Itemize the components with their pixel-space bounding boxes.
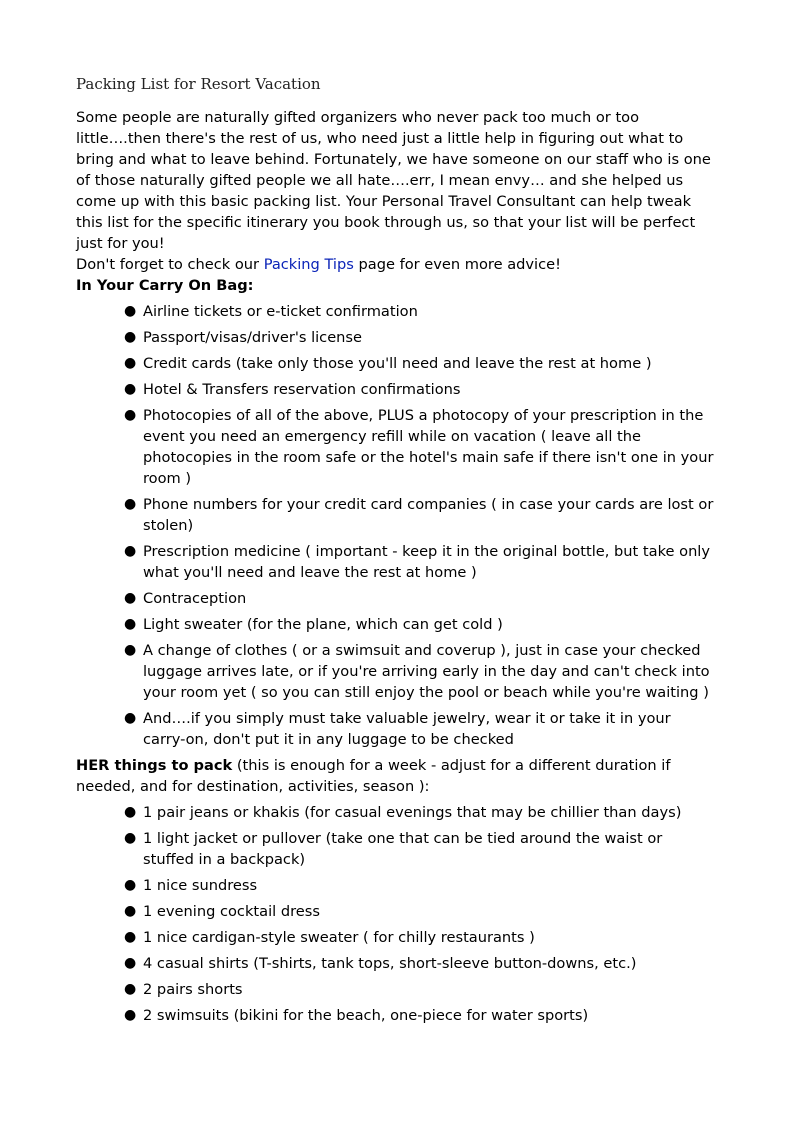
bullet-icon: ● [124, 955, 137, 971]
list-item-text: Phone numbers for your credit card companies ( in case your cards are lost or stolen) [143, 496, 714, 534]
bullet-icon: ● [124, 929, 137, 945]
list-item [76, 979, 716, 1000]
bullet-icon: ● [124, 981, 137, 997]
tips-text-after: page for even more advice! [353, 256, 561, 273]
list-item-text: 2 pairs shorts [143, 981, 243, 998]
bullet-icon: ● [124, 877, 137, 893]
bullet-icon: ● [124, 642, 137, 658]
list-item-text: 1 nice sundress [143, 877, 258, 894]
carry-on-list [76, 301, 716, 750]
list-item-text: And….if you simply must take valuable jewelry, wear it or take it in your carry-on, don't put it in any luggage to be checked [143, 710, 671, 748]
list-item [76, 405, 716, 489]
list-item-text: A change of clothes ( or a swimsuit and coverup ), just in case your checked luggage arrives late, or if you're arriving early in the day and can't check into your room yet ( so you can still enjoy the pool or beach while you're waiting ) [143, 642, 710, 701]
bullet-icon: ● [124, 1007, 137, 1023]
list-item [76, 802, 716, 823]
bullet-icon: ● [124, 496, 137, 512]
list-item-text: Credit cards (take only those you'll need and leave the rest at home ) [143, 355, 652, 372]
intro-paragraph: Some people are naturally gifted organizers who never pack too much or too little….then there's the rest of us, who need just a little help in figuring out what to bring and what to leave behind. Fortunately, we have someone on our staff who is one of those naturally gifted people we all hate….err, I mean envy… and she helped us come up with this basic packing list. Your Personal Travel Consultant can help tweak this list for the specific itinerary you book through us, so that your list will be perfect just for you! [76, 109, 711, 252]
bullet-icon: ● [124, 710, 137, 726]
list-item-text: Passport/visas/driver's license [143, 329, 363, 346]
list-item-text: 1 nice cardigan-style sweater ( for chilly restaurants ) [143, 929, 535, 946]
list-item [76, 828, 716, 870]
list-item-text: Airline tickets or e-ticket confirmation [143, 303, 418, 320]
list-item [76, 708, 716, 750]
bullet-icon: ● [124, 543, 137, 559]
list-item [76, 1005, 716, 1026]
bullet-icon: ● [124, 590, 137, 606]
list-item [76, 327, 716, 348]
list-item-text: Contraception [143, 590, 247, 607]
list-item [76, 614, 716, 635]
list-item-text: Light sweater (for the plane, which can get cold ) [143, 616, 503, 633]
list-item-text: Photocopies of all of the above, PLUS a photocopy of your prescription in the event you need an emergency refill while on vacation ( leave all the photocopies in the room safe or the hotel's main safe if there isn't one in your room ) [143, 407, 714, 487]
list-item [76, 588, 716, 609]
her-heading-bold: HER things to pack [76, 757, 233, 774]
her-heading [76, 755, 716, 797]
list-item [76, 901, 716, 922]
list-item [76, 494, 716, 536]
document-page [76, 74, 716, 1031]
list-item-text: 4 casual shirts (T-shirts, tank tops, short-sleeve button-downs, etc.) [143, 955, 637, 972]
list-item-text: 2 swimsuits (bikini for the beach, one-piece for water sports) [143, 1007, 589, 1024]
list-item [76, 640, 716, 703]
bullet-icon: ● [124, 903, 137, 919]
bullet-icon: ● [124, 407, 137, 423]
bullet-icon: ● [124, 355, 137, 371]
tips-line [76, 254, 716, 275]
list-item-text: 1 pair jeans or khakis (for casual evenings that may be chillier than days) [143, 804, 682, 821]
bullet-icon: ● [124, 329, 137, 345]
list-item-text: 1 light jacket or pullover (take one that can be tied around the waist or stuffed in a backpack) [143, 830, 663, 868]
tips-text-before: Don't forget to check our [76, 256, 264, 273]
bullet-icon: ● [124, 381, 137, 397]
bullet-icon: ● [124, 616, 137, 632]
list-item [76, 953, 716, 974]
list-item [76, 301, 716, 322]
list-item [76, 875, 716, 896]
list-item [76, 541, 716, 583]
packing-tips-link[interactable]: Packing Tips [263, 256, 354, 273]
list-item [76, 353, 716, 374]
her-list [76, 802, 716, 1026]
bullet-icon: ● [124, 303, 137, 319]
bullet-icon: ● [124, 804, 137, 820]
list-item [76, 927, 716, 948]
her-heading-rest: (this is enough for a week - adjust for a different duration if needed, and for destination, activities, season ): [76, 757, 671, 795]
list-item-text: 1 evening cocktail dress [143, 903, 320, 920]
bullet-icon: ● [124, 830, 137, 846]
document-title: Packing List for Resort Vacation [76, 75, 321, 93]
list-item-text: Prescription medicine ( important - keep it in the original bottle, but take only what you'll need and leave the rest at home ) [143, 543, 711, 581]
carry-on-heading: In Your Carry On Bag: [76, 277, 254, 294]
list-item-text: Hotel & Transfers reservation confirmations [143, 381, 461, 398]
list-item [76, 379, 716, 400]
